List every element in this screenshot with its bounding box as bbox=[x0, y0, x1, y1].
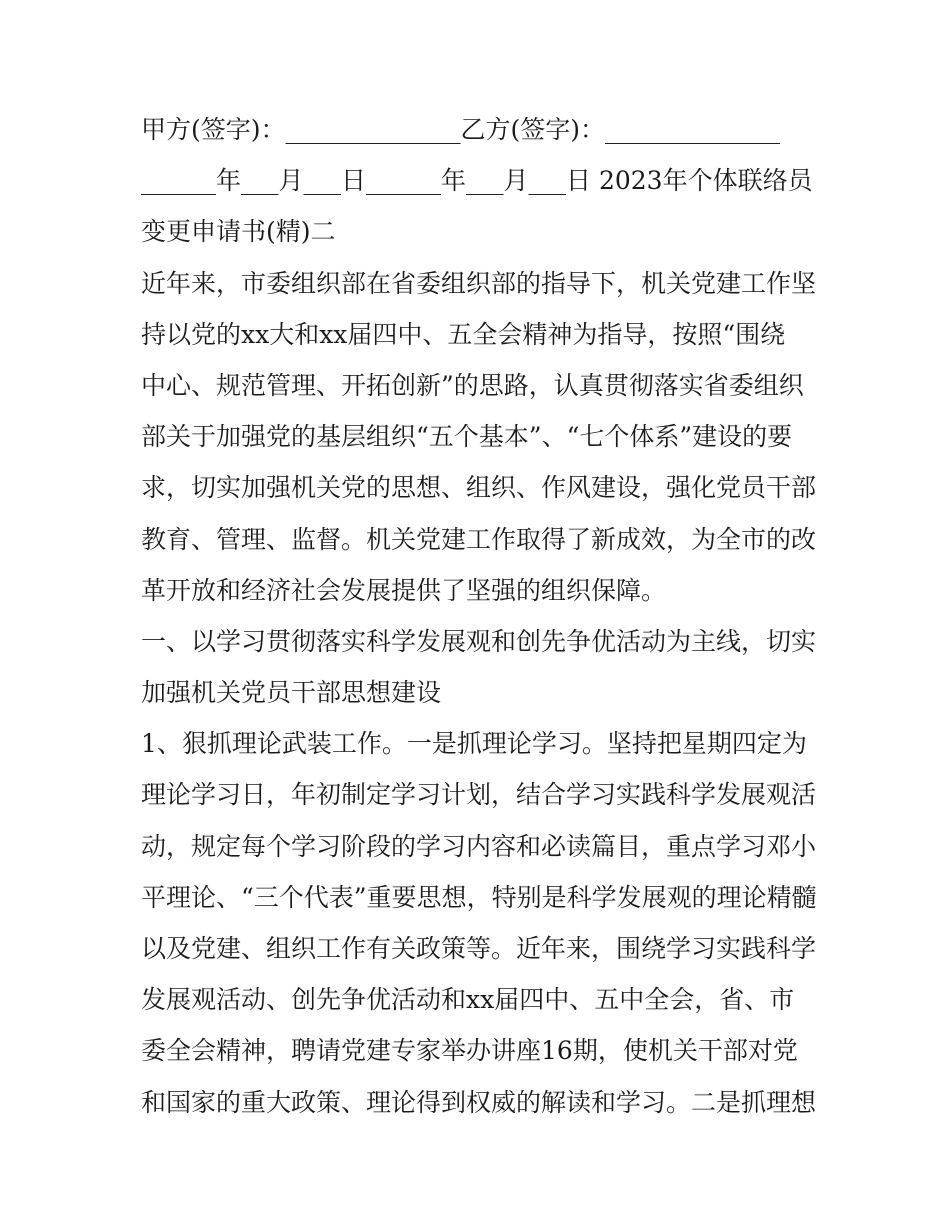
paragraph-line: 委全会精神，聘请党建专家举办讲座16期，使机关干部对党 bbox=[141, 1036, 798, 1066]
date-line: ______年___月___日______年___月___日 2023年个体联络员 bbox=[141, 166, 813, 196]
section-heading-line: 一、以学习贯彻落实科学发展观和创先争优活动为主线，切实 bbox=[141, 626, 817, 656]
document-body bbox=[141, 104, 821, 1128]
paragraph-line: 教育、管理、监督。机关党建工作取得了新成效，为全市的改 bbox=[141, 524, 817, 554]
paragraph-line: 部关于加强党的基层组织“五个基本”、“七个体系”建设的要 bbox=[141, 422, 793, 452]
paragraph-line: 持以党的xx大和xx届四中、五全会精神为指导，按照“围绕 bbox=[141, 319, 786, 349]
signature-line: 甲方(签字)：______________乙方(签字)：______________ bbox=[141, 115, 781, 144]
paragraph-line: 发展观活动、创先争优活动和xx届四中、五中全会，省、市 bbox=[141, 985, 795, 1015]
section-heading-line: 加强机关党员干部思想建设 bbox=[141, 678, 442, 708]
paragraph-line: 动，规定每个学习阶段的学习内容和必读篇目，重点学习邓小 bbox=[141, 831, 817, 861]
paragraph-line: 理论学习日，年初制定学习计划，结合学习实践科学发展观活 bbox=[141, 780, 817, 810]
paragraph-line: 革开放和经济社会发展提供了坚强的组织保障。 bbox=[141, 575, 667, 605]
paragraph-line: 以及党建、组织工作有关政策等。近年来，围绕学习实践科学 bbox=[141, 934, 817, 963]
document-title-continued: 变更申请书(精)二 bbox=[141, 217, 336, 247]
paragraph-line: 1、狠抓理论武装工作。一是抓理论学习。坚持把星期四定为 bbox=[141, 729, 807, 759]
paragraph-line: 求，切实加强机关党的思想、组织、作风建设，强化党员干部 bbox=[141, 473, 817, 503]
paragraph-line: 平理论、“三个代表”重要思想，特别是科学发展观的理论精髓 bbox=[141, 882, 817, 912]
paragraph-line: 近年来，市委组织部在省委组织部的指导下，机关党建工作坚 bbox=[141, 268, 817, 298]
paragraph-line: 和国家的重大政策、理论得到权威的解读和学习。二是抓理想 bbox=[141, 1087, 817, 1117]
paragraph-line: 中心、规范管理、开拓创新”的思路，认真贯彻落实省委组织 bbox=[141, 370, 804, 400]
